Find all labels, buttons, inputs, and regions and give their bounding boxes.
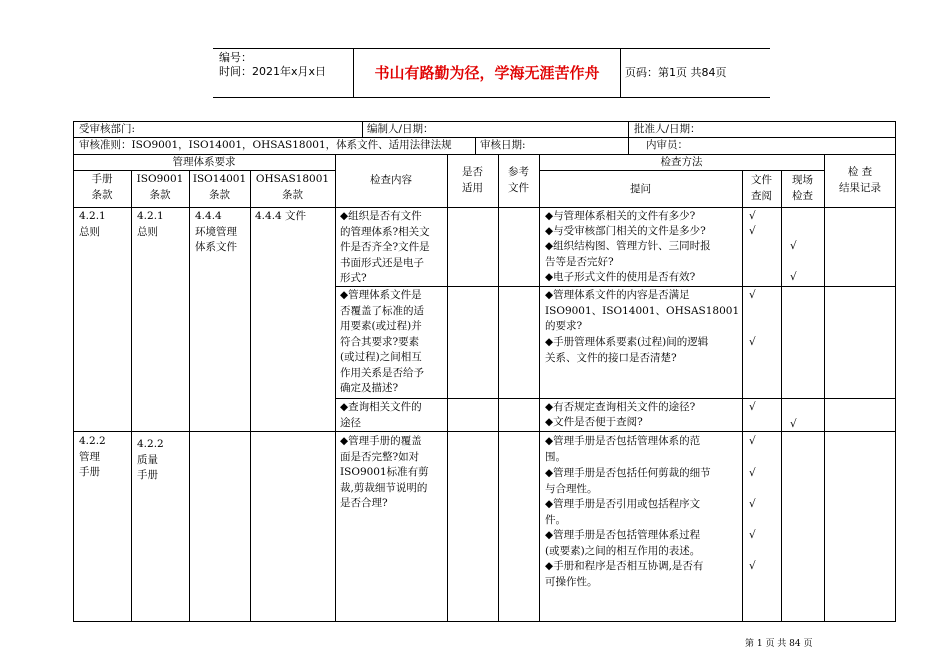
check-mark: √ (790, 418, 797, 430)
check-mark: √ (749, 210, 756, 222)
header-divider (620, 49, 621, 97)
col-divider (824, 154, 825, 621)
check-mark: √ (749, 289, 756, 301)
row2-question-4: ◆管理手册是否包括管理体系过程 (或要素)之间的相互作用的表述。 (545, 529, 701, 557)
auditor: 内审员： (646, 139, 688, 151)
col-divider (189, 170, 190, 621)
header-content: 检查内容 (370, 174, 412, 186)
check-mark: √ (749, 435, 756, 447)
col-divider (539, 154, 540, 621)
header-result: 检 查 结果记录 (839, 166, 881, 194)
page-header (213, 48, 770, 98)
row2-question-3: ◆管理手册是否引用或包括程序文 件。 (545, 498, 701, 526)
row2-content-1: ◆管理手册的覆盖 面是否完整?如对 ISO9001标准有剪 裁,剪裁细节说明的 是否合理? (340, 435, 429, 509)
row1-question-8: ◆文件是否便于查阅? (545, 416, 643, 428)
audited-dept: 受审核部门: (79, 123, 136, 135)
page-info: 页码：第1页 共84页 (625, 66, 727, 79)
col-divider (628, 121, 629, 137)
page-footer: 第 1 页 共 84 页 (745, 639, 813, 649)
col-divider (362, 121, 363, 137)
row-divider (73, 431, 896, 432)
header-question: 提问 (630, 183, 651, 195)
col-divider (447, 154, 448, 621)
check-mark: √ (749, 401, 756, 413)
row2-question-5: ◆手册和程序是否相互协调,是否有 可操作性。 (545, 560, 704, 588)
row1-iso14001-clause: 4.4.4 环境管理 体系文件 (195, 210, 237, 253)
motto: 书山有路勤为径，学海无涯苦作舟 (374, 64, 600, 82)
col-divider (475, 137, 476, 154)
check-mark: √ (749, 498, 756, 510)
row2-iso9001-clause: 4.2.2 质量 手册 (137, 438, 164, 481)
row1-question-2: ◆与受审核部门相关的文件是多少? (545, 225, 706, 237)
check-mark: √ (749, 529, 756, 541)
col-divider (250, 170, 251, 621)
row1-question-5: ◆管理体系文件的内容是否满足 ISO9001、ISO14001、OHSAS18001 的要求? (545, 289, 740, 332)
row1-iso9001-clause: 4.2.1 总则 (137, 210, 164, 238)
col-divider (498, 154, 499, 621)
audit-date: 审核日期: (480, 139, 526, 151)
header-ref-doc: 参考 文件 (508, 166, 529, 194)
check-mark: √ (749, 336, 756, 348)
check-mark: √ (749, 467, 756, 479)
row1-question-6: ◆手册管理体系要素(过程)间的逻辑 关系、文件的接口是否清楚? (545, 336, 709, 364)
check-mark: √ (790, 240, 797, 252)
col-divider (742, 170, 743, 621)
time-label: 时间：2021年x月x日 (219, 65, 327, 78)
row1-question-7: ◆有否规定查询相关文件的途径? (545, 401, 696, 413)
header-manual-clause: 手册 条款 (91, 173, 113, 201)
header-mgmt-req: 管理体系要求 (172, 156, 236, 168)
header-site-check: 现场 检查 (792, 174, 813, 202)
row2-question-1: ◆管理手册是否包括管理体系的范 围。 (545, 435, 701, 463)
row-divider (73, 207, 896, 208)
header-meta (213, 49, 353, 97)
header-method: 检查方法 (660, 156, 703, 168)
header-applicable: 是否 适用 (462, 166, 483, 194)
number-label: 编号： (219, 51, 252, 64)
row1-question-1: ◆与管理体系相关的文件有多少? (545, 210, 696, 222)
check-mark: √ (749, 225, 756, 237)
row-divider (335, 398, 896, 399)
header-iso14001: ISO14001 条款 (192, 173, 247, 201)
header-doc-review: 文件 查阅 (751, 174, 772, 202)
check-mark: √ (790, 271, 797, 283)
prepared-by: 编制人/日期： (367, 123, 434, 135)
row1-manual-clause: 4.2.1 总则 (79, 210, 106, 238)
header-ohsas: OHSAS18001 条款 (255, 173, 330, 201)
check-mark: √ (749, 560, 756, 572)
col-divider (131, 170, 132, 621)
col-divider (628, 137, 629, 154)
row1-content-2: ◆管理体系文件是 否覆盖了标准的适 用要素(或过程)并 符合其要求?要素 (或过程)之间相互 作用关系是否给予 确定及描述? (340, 289, 424, 394)
col-divider (781, 170, 782, 621)
row2-manual-clause: 4.2.2 管理 手册 (79, 435, 106, 478)
row1-content-1: ◆组织是否有文件 的管理体系?相关文 件是否齐全?文件是 书面形式还是电子 形式? (340, 210, 430, 284)
header-iso9001: ISO9001 条款 (136, 173, 184, 201)
row1-content-3: ◆查询相关文件的 途径 (340, 401, 422, 429)
row1-question-3: ◆组织结构图、管理方针、三同时报 告等是否完好? (545, 240, 711, 268)
row2-question-2: ◆管理手册是否包括任何剪裁的细节 与合理性。 (545, 467, 711, 495)
row1-question-4: ◆电子形式文件的使用是否有效? (545, 271, 696, 283)
approved-by: 批准人/日期： (634, 123, 701, 135)
row1-ohsas-clause: 4.4.4 文件 (255, 210, 307, 222)
audit-criteria: 审核准则：ISO9001，ISO14001，OHSAS18001，体系文件、适用法律法规 (79, 139, 452, 151)
col-divider (335, 154, 336, 621)
